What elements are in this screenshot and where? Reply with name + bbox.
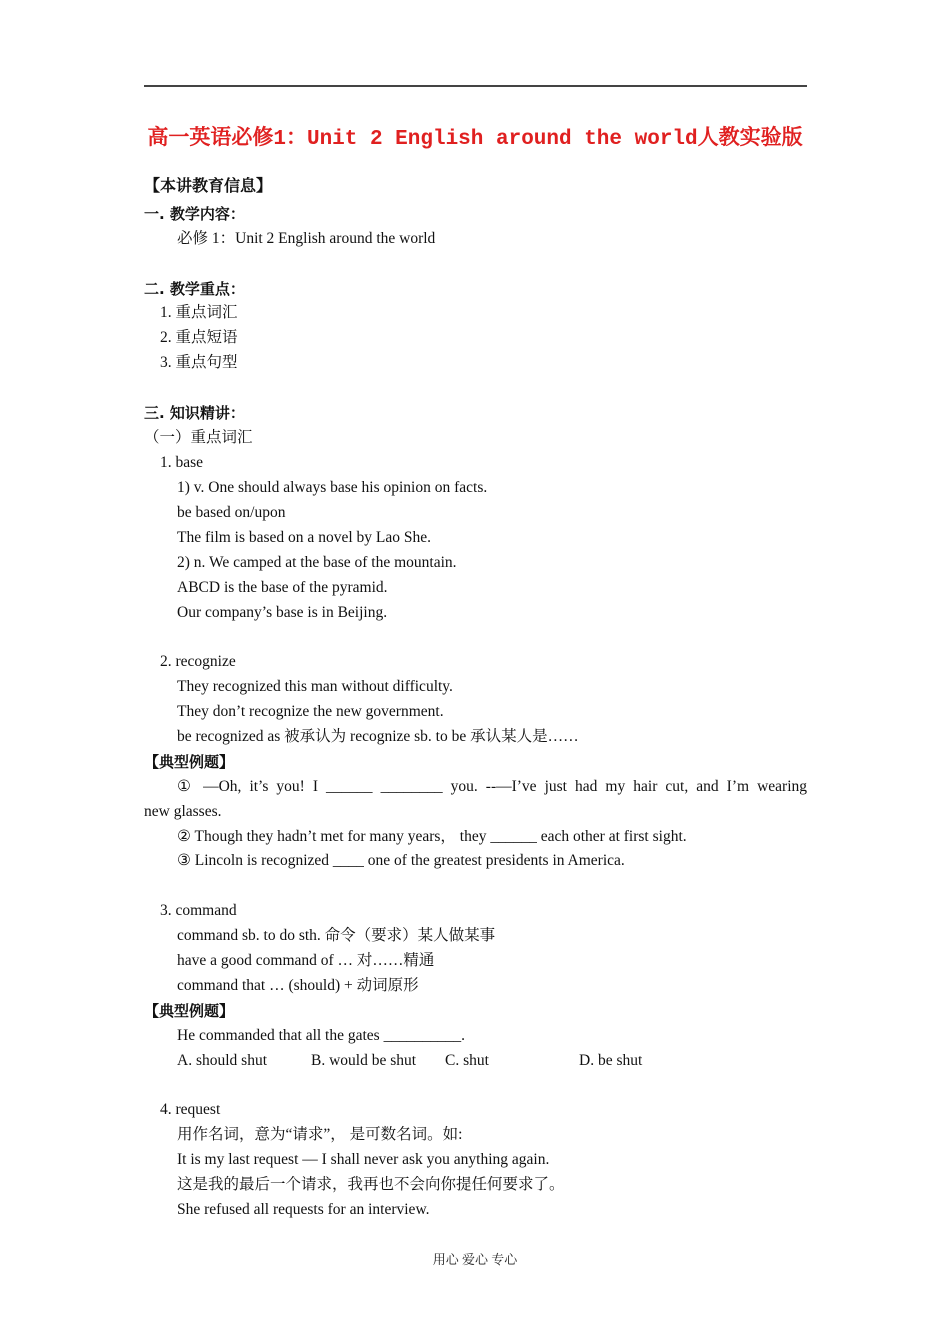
request-line: She refused all requests for an interview. [177, 1201, 430, 1218]
base-line: 2) n. We camped at the base of the mountain. [177, 554, 457, 571]
focus-item: 3. 重点句型 [160, 354, 238, 371]
command-line: have a good command of … 对……精通 [177, 952, 435, 969]
content-heading: 一. 教学内容： [144, 205, 245, 223]
page-footer: 用心 爱心 专心 [432, 1252, 518, 1267]
word-head-request: 4. request [160, 1101, 221, 1118]
recognize-line: They recognized this man without difficulty. [177, 678, 453, 695]
base-line: be based on/upon [177, 504, 286, 521]
info-header: 【本讲教育信息】 [144, 176, 273, 195]
base-line: ABCD is the base of the pyramid. [177, 579, 388, 596]
word-head-recognize: 2. recognize [160, 653, 236, 670]
command-line: command that … (should) + 动词原形 [177, 977, 419, 994]
page-title: 高一英语必修1：Unit 2 English around the world人教实验版 [147, 128, 803, 151]
request-line: 用作名词，意为“请求”， 是可数名词。如: [177, 1126, 463, 1143]
content-text: 必修 1：Unit 2 English around the world [177, 230, 436, 247]
example-1-continued: new glasses. [144, 803, 222, 820]
request-line: 这是我的最后一个请求，我再也不会向你提任何要求了。 [177, 1176, 565, 1193]
focus-item: 1. 重点词汇 [160, 304, 238, 321]
base-line: The film is based on a novel by Lao She. [177, 529, 431, 546]
example-2: ② Though they hadn’t met for many years， they ______ each other at first sight. [177, 828, 687, 845]
option-c: C. shut [445, 1052, 489, 1069]
focus-heading: 二. 教学重点： [144, 280, 245, 298]
examples-label: 【典型例题】 [144, 753, 235, 771]
command-question: He commanded that all the gates __________. [177, 1027, 465, 1044]
base-line: 1) v. One should always base his opinion on facts. [177, 479, 488, 496]
recognize-line: They don’t recognize the new government. [177, 703, 444, 720]
word-head-base: 1. base [160, 454, 204, 471]
word-head-command: 3. command [160, 902, 237, 919]
option-d: D. be shut [579, 1052, 643, 1069]
example-1: ① —Oh, it’s you! I ______ ________ you. --—I’ve just had my hair cut, and I’m wearing [177, 778, 807, 795]
command-line: command sb. to do sth. 命令（要求）某人做某事 [177, 927, 496, 944]
option-b: B. would be shut [311, 1052, 417, 1069]
vocab-subheading: （一）重点词汇 [144, 429, 253, 446]
option-a: A. should shut [177, 1052, 267, 1069]
focus-item: 2. 重点短语 [160, 329, 238, 346]
example-3: ③ Lincoln is recognized ____ one of the greatest presidents in America. [177, 852, 625, 869]
knowledge-heading: 三. 知识精讲： [144, 404, 245, 422]
top-rule [144, 85, 807, 87]
examples-label: 【典型例题】 [144, 1002, 235, 1020]
request-line: It is my last request — I shall never ask you anything again. [177, 1151, 550, 1168]
base-line: Our company’s base is in Beijing. [177, 604, 388, 621]
recognize-line: be recognized as 被承认为 recognize sb. to be 承认某人是…… [177, 728, 579, 745]
